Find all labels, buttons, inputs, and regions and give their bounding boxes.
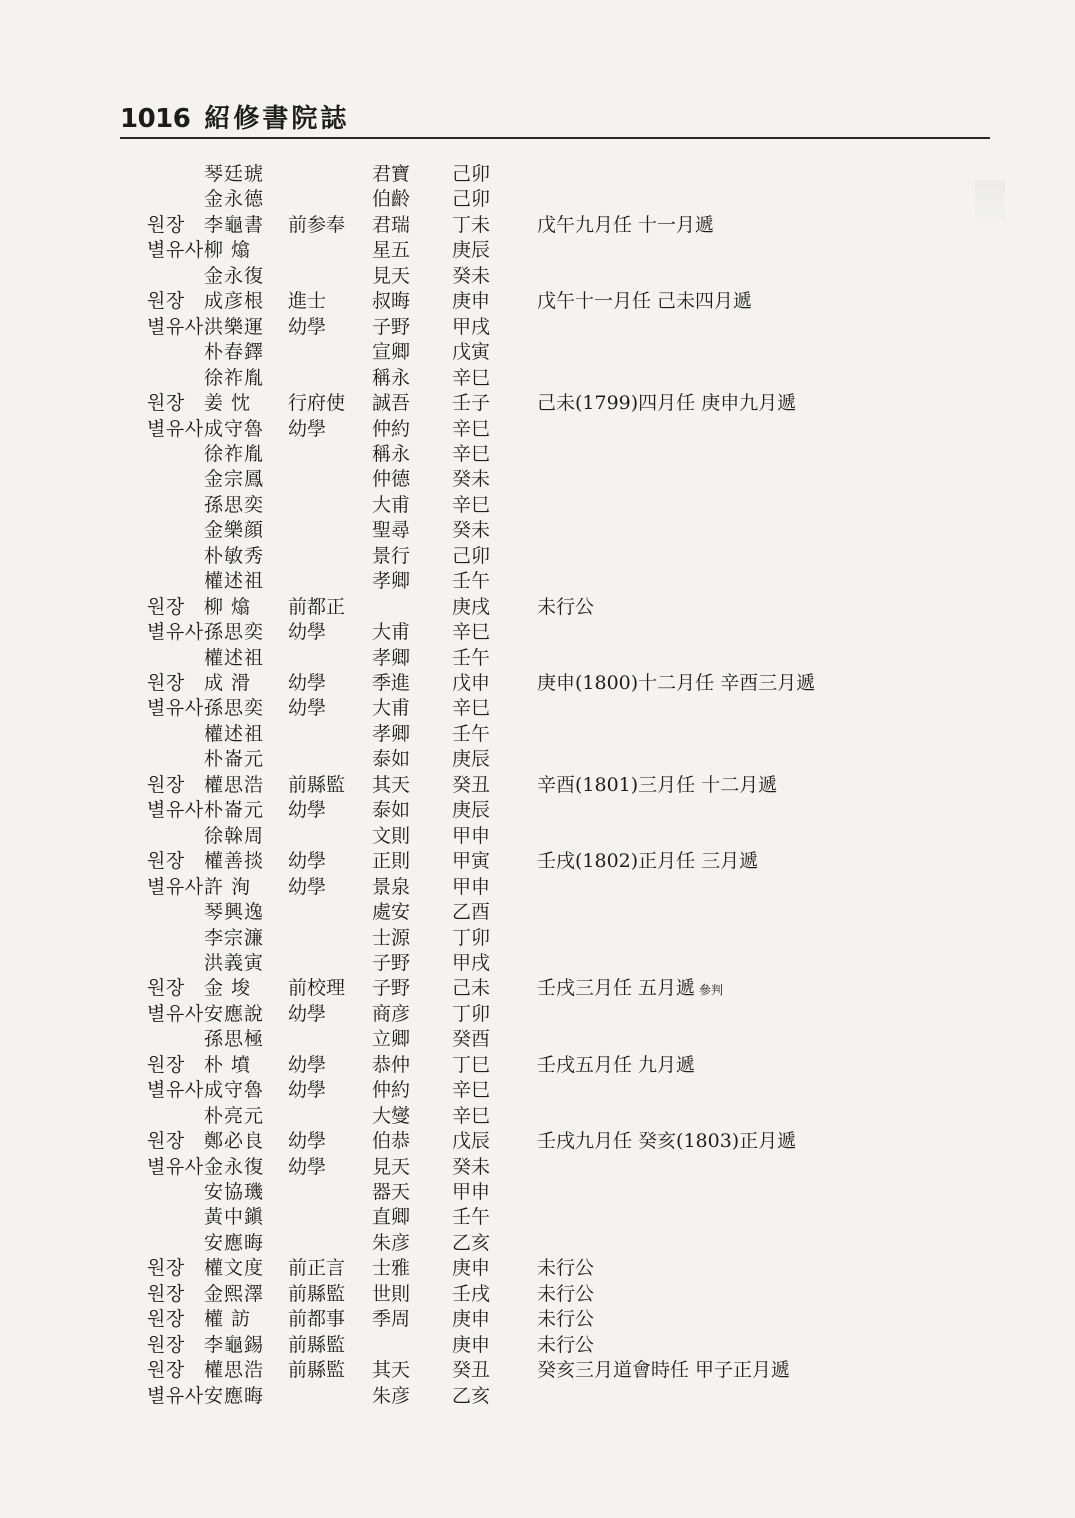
page-number: 1016 [120, 104, 191, 134]
table-row [0, 1104, 1000, 1129]
courtesy-name-cell: 季進 [372, 672, 411, 694]
table-row [0, 646, 1000, 671]
birth-year-cell: 壬午 [452, 646, 491, 669]
birth-year-cell: 甲申 [452, 1181, 491, 1203]
name-cell: 柳 熻 [204, 239, 252, 262]
table-row [0, 976, 1000, 1001]
tenure-note-cell: 戊午九月任 十一月遞 [537, 213, 715, 236]
table-row [0, 1180, 1000, 1205]
birth-year-cell: 庚辰 [452, 799, 491, 822]
courtesy-name-cell: 泰如 [372, 748, 411, 771]
birth-year-cell: 戊辰 [452, 1130, 491, 1153]
rank-cell: 前正言 [288, 1257, 346, 1280]
rank-cell: 幼學 [288, 621, 327, 644]
courtesy-name-cell: 叔晦 [372, 290, 411, 313]
rank-cell: 幼學 [288, 1155, 327, 1178]
birth-year-cell: 壬午 [452, 722, 491, 745]
courtesy-name-cell: 子野 [372, 315, 411, 338]
birth-year-cell: 辛巳 [452, 366, 491, 389]
name-cell: 金永德 [204, 188, 265, 211]
name-cell: 徐祚胤 [204, 366, 265, 389]
birth-year-cell: 乙亥 [452, 1231, 491, 1254]
courtesy-name-cell: 士源 [372, 926, 411, 949]
table-row [0, 467, 1000, 492]
courtesy-name-cell: 直卿 [372, 1206, 411, 1229]
courtesy-name-cell: 大甫 [372, 621, 411, 644]
courtesy-name-cell: 文則 [372, 824, 411, 847]
role-cell: 별유사 [147, 1079, 204, 1102]
role-cell: 별유사 [147, 1155, 204, 1178]
table-row [0, 951, 1000, 976]
birth-year-cell: 乙酉 [452, 901, 491, 924]
name-cell: 徐榦周 [204, 824, 265, 847]
table-row [0, 671, 1000, 696]
birth-year-cell: 己未 [452, 977, 491, 1000]
table-row [0, 1205, 1000, 1230]
name-cell: 朴亮元 [204, 1104, 265, 1127]
table-row [0, 1358, 1000, 1383]
courtesy-name-cell: 立卿 [372, 1028, 411, 1051]
rank-cell: 幼學 [288, 799, 327, 822]
table-row [0, 773, 1000, 798]
birth-year-cell: 己卯 [452, 188, 491, 211]
tenure-note-cell: 壬戌九月任 癸亥(1803)正月遞 [537, 1130, 797, 1153]
name-cell: 洪樂運 [204, 315, 265, 338]
table-row [0, 1282, 1000, 1307]
role-cell: 별유사 [147, 239, 204, 262]
name-cell: 李龜錫 [204, 1333, 265, 1356]
name-cell: 安協璣 [204, 1181, 265, 1203]
table-row [0, 849, 1000, 874]
table-row [0, 798, 1000, 823]
courtesy-name-cell: 正則 [372, 850, 411, 873]
rank-cell: 幼學 [288, 1002, 327, 1025]
birth-year-cell: 戊申 [452, 672, 491, 694]
rank-cell: 進士 [288, 290, 327, 313]
courtesy-name-cell: 士雅 [372, 1257, 411, 1280]
birth-year-cell: 辛巳 [452, 1079, 491, 1102]
birth-year-cell: 壬午 [452, 1206, 491, 1229]
role-cell: 별유사 [147, 621, 204, 644]
birth-year-cell: 癸酉 [452, 1028, 491, 1051]
role-cell: 별유사 [147, 1002, 204, 1025]
courtesy-name-cell: 伯齡 [372, 188, 411, 211]
courtesy-name-cell: 見天 [372, 264, 411, 287]
rank-cell: 前都事 [288, 1308, 346, 1331]
name-cell: 金宗鳳 [204, 468, 265, 491]
courtesy-name-cell: 仲約 [372, 417, 411, 440]
rank-cell: 幼學 [288, 672, 327, 694]
name-cell: 金熙澤 [204, 1282, 265, 1305]
tenure-note-cell: 壬戌三月任 五月遞 參判 [537, 977, 724, 1000]
rank-cell: 幼學 [288, 417, 327, 440]
courtesy-name-cell: 商彦 [372, 1002, 411, 1025]
role-cell: 원장 [147, 977, 185, 1000]
rank-cell: 幼學 [288, 850, 327, 873]
name-cell: 成 滑 [204, 672, 252, 694]
role-cell: 원장 [147, 1359, 185, 1382]
name-cell: 姜 忱 [204, 392, 252, 415]
courtesy-name-cell: 稱永 [372, 442, 411, 465]
table-row [0, 1333, 1000, 1358]
courtesy-name-cell: 季周 [372, 1308, 411, 1331]
table-row [0, 1027, 1000, 1052]
table-row [0, 722, 1000, 747]
tenure-note-cell: 癸亥三月道會時任 甲子正月遞 [537, 1359, 791, 1382]
rank-cell: 行府使 [288, 392, 346, 415]
name-cell: 安應晦 [204, 1384, 265, 1407]
birth-year-cell: 壬子 [452, 392, 491, 415]
name-cell: 孫思奕 [204, 697, 265, 720]
role-cell: 별유사 [147, 1384, 204, 1407]
name-cell: 成守魯 [204, 1079, 265, 1102]
table-row [0, 620, 1000, 645]
table-row [0, 747, 1000, 772]
tenure-note-cell: 戊午十一月任 己未四月遞 [537, 290, 753, 313]
table-row [0, 391, 1000, 416]
birth-year-cell: 辛巳 [452, 417, 491, 440]
name-cell: 成彦根 [204, 290, 265, 313]
courtesy-name-cell: 仲德 [372, 468, 411, 491]
name-cell: 李宗濂 [204, 926, 265, 949]
birth-year-cell: 己卯 [452, 163, 491, 185]
table-row [0, 1053, 1000, 1078]
courtesy-name-cell: 朱彦 [372, 1231, 411, 1254]
name-cell: 權 訪 [204, 1308, 252, 1331]
table-row [0, 900, 1000, 925]
name-cell: 朴春鐸 [204, 341, 265, 364]
role-cell: 원장 [147, 595, 185, 618]
table-row [0, 544, 1000, 569]
birth-year-cell: 庚辰 [452, 239, 491, 262]
table-row [0, 1129, 1000, 1154]
table-row [0, 187, 1000, 212]
name-cell: 權述祖 [204, 570, 265, 593]
courtesy-name-cell: 孝卿 [372, 722, 411, 745]
table-row [0, 315, 1000, 340]
tenure-note-cell: 未行公 [537, 1257, 595, 1280]
table-row [0, 238, 1000, 263]
role-cell: 별유사 [147, 417, 204, 440]
rank-cell: 前都正 [288, 595, 346, 618]
courtesy-name-cell: 見天 [372, 1155, 411, 1178]
birth-year-cell: 壬午 [452, 570, 491, 593]
name-cell: 權思浩 [204, 773, 265, 796]
table-row [0, 162, 1000, 187]
birth-year-cell: 甲申 [452, 875, 491, 898]
role-cell: 원장 [147, 773, 185, 796]
table-row [0, 824, 1000, 849]
role-cell: 원장 [147, 850, 185, 873]
role-cell: 원장 [147, 1053, 185, 1076]
table-row [0, 340, 1000, 365]
role-cell: 별유사 [147, 315, 204, 338]
courtesy-name-cell: 孝卿 [372, 570, 411, 593]
rank-cell: 幼學 [288, 697, 327, 720]
courtesy-name-cell: 大燮 [372, 1104, 411, 1127]
birth-year-cell: 癸丑 [452, 1359, 491, 1382]
table-row [0, 926, 1000, 951]
table-row [0, 569, 1000, 594]
role-cell: 원장 [147, 392, 185, 415]
courtesy-name-cell: 世則 [372, 1282, 411, 1305]
tenure-note-cell: 未行公 [537, 1308, 595, 1331]
birth-year-cell: 甲戌 [452, 315, 491, 338]
courtesy-name-cell: 恭仲 [372, 1053, 411, 1076]
birth-year-cell: 庚申 [452, 1257, 491, 1280]
role-cell: 별유사 [147, 799, 204, 822]
role-cell: 별유사 [147, 875, 204, 898]
rank-cell: 幼學 [288, 1053, 327, 1076]
name-cell: 權述祖 [204, 646, 265, 669]
birth-year-cell: 癸未 [452, 264, 491, 287]
birth-year-cell: 辛巳 [452, 1104, 491, 1127]
birth-year-cell: 甲寅 [452, 850, 491, 873]
page-header [120, 98, 349, 138]
name-cell: 鄭必良 [204, 1130, 265, 1153]
name-cell: 李龜書 [204, 213, 265, 236]
courtesy-name-cell: 君寶 [372, 163, 411, 185]
courtesy-name-cell: 子野 [372, 977, 411, 1000]
birth-year-cell: 癸丑 [452, 773, 491, 796]
birth-year-cell: 壬戌 [452, 1282, 491, 1305]
birth-year-cell: 丁未 [452, 213, 491, 236]
birth-year-cell: 戊寅 [452, 341, 491, 364]
table-row [0, 1307, 1000, 1332]
courtesy-name-cell: 景泉 [372, 875, 411, 898]
table-row [0, 493, 1000, 518]
rank-cell: 前縣監 [288, 1282, 346, 1305]
courtesy-name-cell: 泰如 [372, 799, 411, 822]
rank-cell: 前縣監 [288, 1359, 346, 1382]
courtesy-name-cell: 器天 [372, 1181, 411, 1203]
rank-cell: 幼學 [288, 315, 327, 338]
birth-year-cell: 癸未 [452, 519, 491, 542]
role-cell: 원장 [147, 213, 185, 236]
tenure-note-cell: 庚申(1800)十二月任 辛酉三月遞 [537, 672, 816, 694]
birth-year-cell: 庚申 [452, 290, 491, 313]
header-rule [120, 137, 990, 139]
rank-cell: 幼學 [288, 1079, 327, 1102]
birth-year-cell: 辛巳 [452, 621, 491, 644]
name-cell: 權思浩 [204, 1359, 265, 1382]
role-cell: 원장 [147, 1282, 185, 1305]
courtesy-name-cell: 大甫 [372, 697, 411, 720]
role-cell: 원장 [147, 1130, 185, 1153]
name-cell: 黃中鎭 [204, 1206, 265, 1229]
name-cell: 孫思奕 [204, 621, 265, 644]
table-row [0, 417, 1000, 442]
table-row [0, 1384, 1000, 1409]
table-row [0, 442, 1000, 467]
courtesy-name-cell: 伯恭 [372, 1130, 411, 1153]
name-cell: 權文度 [204, 1257, 265, 1280]
courtesy-name-cell: 聖尋 [372, 519, 411, 542]
book-title: 紹修書院誌 [204, 104, 350, 134]
rank-cell: 前校理 [288, 977, 346, 1000]
courtesy-name-cell: 稱永 [372, 366, 411, 389]
birth-year-cell: 辛巳 [452, 493, 491, 516]
name-cell: 金永復 [204, 264, 265, 287]
courtesy-name-cell: 子野 [372, 951, 411, 974]
courtesy-name-cell: 其天 [372, 1359, 411, 1382]
table-row [0, 1231, 1000, 1256]
table-row [0, 518, 1000, 543]
birth-year-cell: 癸未 [452, 1155, 491, 1178]
courtesy-name-cell: 朱彦 [372, 1384, 411, 1407]
role-cell: 원장 [147, 1333, 185, 1356]
name-cell: 孫思極 [204, 1028, 265, 1051]
name-cell: 許 洵 [204, 875, 252, 898]
note-annotation: 參判 [699, 983, 724, 998]
rank-cell: 前縣監 [288, 773, 346, 796]
name-cell: 金樂顔 [204, 519, 265, 542]
courtesy-name-cell: 君瑞 [372, 213, 411, 236]
rank-cell: 幼學 [288, 875, 327, 898]
birth-year-cell: 乙亥 [452, 1384, 491, 1407]
name-cell: 成守魯 [204, 417, 265, 440]
name-cell: 權善掞 [204, 850, 265, 873]
table-row [0, 696, 1000, 721]
name-cell: 金永復 [204, 1155, 265, 1178]
name-cell: 金 埈 [204, 977, 252, 1000]
tenure-note-cell: 未行公 [537, 595, 595, 618]
birth-year-cell: 庚申 [452, 1308, 491, 1331]
table-row [0, 289, 1000, 314]
tenure-note-cell: 未行公 [537, 1333, 595, 1356]
rank-cell: 幼學 [288, 1130, 327, 1153]
birth-year-cell: 甲戌 [452, 951, 491, 974]
tenure-note-cell: 辛酉(1801)三月任 十二月遞 [537, 773, 778, 796]
birth-year-cell: 甲申 [452, 824, 491, 847]
table-row [0, 366, 1000, 391]
role-cell: 원장 [147, 290, 185, 313]
role-cell: 별유사 [147, 697, 204, 720]
birth-year-cell: 丁卯 [452, 1002, 491, 1025]
name-cell: 孫思奕 [204, 493, 265, 516]
role-cell: 원장 [147, 672, 185, 694]
birth-year-cell: 庚申 [452, 1333, 491, 1356]
courtesy-name-cell: 其天 [372, 773, 411, 796]
courtesy-name-cell: 仲約 [372, 1079, 411, 1102]
name-cell: 朴崙元 [204, 799, 265, 822]
birth-year-cell: 丁巳 [452, 1053, 491, 1076]
tenure-note-cell: 未行公 [537, 1282, 595, 1305]
courtesy-name-cell: 星五 [372, 239, 411, 262]
table-row [0, 595, 1000, 620]
courtesy-name-cell: 大甫 [372, 493, 411, 516]
table-row [0, 1078, 1000, 1103]
name-cell: 徐祚胤 [204, 442, 265, 465]
courtesy-name-cell: 孝卿 [372, 646, 411, 669]
birth-year-cell: 辛巳 [452, 442, 491, 465]
name-cell: 琴興逸 [204, 901, 265, 924]
name-cell: 琴廷琥 [204, 163, 265, 185]
rank-cell: 前参奉 [288, 213, 346, 236]
birth-year-cell: 辛巳 [452, 697, 491, 720]
tenure-note-cell: 壬戌五月任 九月遞 [537, 1053, 696, 1076]
name-cell: 朴 墳 [204, 1053, 252, 1076]
tenure-note-cell: 己未(1799)四月任 庚申九月遞 [537, 392, 797, 415]
courtesy-name-cell: 處安 [372, 901, 411, 924]
table-row [0, 213, 1000, 238]
table-row [0, 875, 1000, 900]
table-row [0, 1256, 1000, 1281]
courtesy-name-cell: 誠吾 [372, 392, 411, 415]
courtesy-name-cell: 景行 [372, 544, 411, 567]
table-row [0, 264, 1000, 289]
name-cell: 洪義寅 [204, 951, 265, 974]
tenure-note-cell: 壬戌(1802)正月任 三月遞 [537, 850, 759, 873]
birth-year-cell: 己卯 [452, 544, 491, 567]
name-cell: 權述祖 [204, 722, 265, 745]
name-cell: 朴崙元 [204, 748, 265, 771]
role-cell: 원장 [147, 1308, 185, 1331]
table-row [0, 1155, 1000, 1180]
birth-year-cell: 庚戌 [452, 595, 491, 618]
table-row [0, 1002, 1000, 1027]
name-cell: 安應說 [204, 1002, 265, 1025]
courtesy-name-cell: 宣卿 [372, 341, 411, 364]
birth-year-cell: 庚辰 [452, 748, 491, 771]
rank-cell: 前縣監 [288, 1333, 346, 1356]
name-cell: 柳 熻 [204, 595, 252, 618]
birth-year-cell: 癸未 [452, 468, 491, 491]
name-cell: 安應晦 [204, 1231, 265, 1254]
birth-year-cell: 丁卯 [452, 926, 491, 949]
role-cell: 원장 [147, 1257, 185, 1280]
name-cell: 朴敏秀 [204, 544, 265, 567]
